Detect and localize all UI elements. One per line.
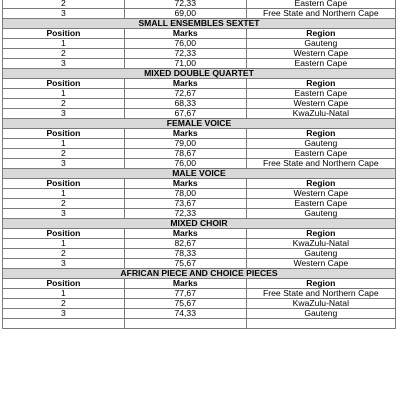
category-header-row [3, 169, 396, 179]
marks-cell: 72,33 [124, 0, 246, 9]
region-cell: KwaZulu-Natal [246, 299, 395, 309]
marks-cell: 69,00 [124, 9, 246, 19]
table-row [3, 239, 396, 249]
position-cell: 1 [3, 239, 125, 249]
table-row [3, 59, 396, 69]
column-header-region: Region [246, 179, 395, 189]
column-header-position: Position [3, 229, 125, 239]
position-cell: 1 [3, 289, 125, 299]
column-header-row [3, 279, 396, 289]
column-header-row [3, 79, 396, 89]
marks-cell: 72,67 [124, 89, 246, 99]
table-row [3, 99, 396, 109]
empty-cell [246, 319, 395, 329]
region-cell: Eastern Cape [246, 89, 395, 99]
table-row [3, 159, 396, 169]
position-cell: 3 [3, 159, 125, 169]
table-row [3, 39, 396, 49]
region-cell: Gauteng [246, 249, 395, 259]
position-cell: 1 [3, 89, 125, 99]
table-row [3, 9, 396, 19]
empty-row [3, 319, 396, 329]
position-cell: 3 [3, 309, 125, 319]
position-cell: 3 [3, 109, 125, 119]
position-cell: 2 [3, 99, 125, 109]
region-cell: Western Cape [246, 189, 395, 199]
category-header-row [3, 219, 396, 229]
column-header-marks: Marks [124, 129, 246, 139]
position-cell: 1 [3, 139, 125, 149]
marks-cell: 67,67 [124, 109, 246, 119]
table-row [3, 49, 396, 59]
marks-cell: 77,67 [124, 289, 246, 299]
region-cell: Western Cape [246, 99, 395, 109]
column-header-marks: Marks [124, 229, 246, 239]
table-row [3, 259, 396, 269]
region-cell: Free State and Northern Cape [246, 9, 395, 19]
column-header-row [3, 229, 396, 239]
column-header-row [3, 179, 396, 189]
category-title: MIXED CHOIR [3, 219, 396, 229]
position-cell: 3 [3, 59, 125, 69]
region-cell: Gauteng [246, 309, 395, 319]
table-row [3, 209, 396, 219]
column-header-marks: Marks [124, 179, 246, 189]
table-row [3, 109, 396, 119]
region-cell: KwaZulu-Natal [246, 109, 395, 119]
column-header-row [3, 129, 396, 139]
column-header-position: Position [3, 79, 125, 89]
marks-cell: 75,67 [124, 299, 246, 309]
region-cell: Free State and Northern Cape [246, 289, 395, 299]
marks-cell: 75,67 [124, 259, 246, 269]
marks-cell: 68,33 [124, 99, 246, 109]
marks-cell: 78,33 [124, 249, 246, 259]
column-header-marks: Marks [124, 29, 246, 39]
marks-cell: 73,67 [124, 199, 246, 209]
region-cell: Free State and Northern Cape [246, 159, 395, 169]
position-cell: 1 [3, 189, 125, 199]
column-header-position: Position [3, 129, 125, 139]
table-row [3, 0, 396, 9]
marks-cell: 76,00 [124, 159, 246, 169]
column-header-region: Region [246, 79, 395, 89]
position-cell: 2 [3, 249, 125, 259]
position-cell: 2 [3, 0, 125, 9]
category-title: SMALL ENSEMBLES SEXTET [3, 19, 396, 29]
position-cell: 2 [3, 299, 125, 309]
region-cell: Eastern Cape [246, 59, 395, 69]
marks-cell: 78,67 [124, 149, 246, 159]
table-row [3, 289, 396, 299]
table-row [3, 249, 396, 259]
region-cell: Gauteng [246, 139, 395, 149]
position-cell: 3 [3, 209, 125, 219]
region-cell: Western Cape [246, 49, 395, 59]
region-cell: Gauteng [246, 39, 395, 49]
results-table-body [3, 0, 396, 329]
category-header-row [3, 19, 396, 29]
marks-cell: 72,33 [124, 209, 246, 219]
column-header-marks: Marks [124, 279, 246, 289]
marks-cell: 79,00 [124, 139, 246, 149]
category-header-row [3, 119, 396, 129]
position-cell: 1 [3, 39, 125, 49]
column-header-marks: Marks [124, 79, 246, 89]
table-row [3, 149, 396, 159]
region-cell: Eastern Cape [246, 199, 395, 209]
region-cell: KwaZulu-Natal [246, 239, 395, 249]
position-cell: 2 [3, 49, 125, 59]
region-cell: Eastern Cape [246, 149, 395, 159]
table-row [3, 309, 396, 319]
position-cell: 2 [3, 149, 125, 159]
marks-cell: 74,33 [124, 309, 246, 319]
category-title: FEMALE VOICE [3, 119, 396, 129]
column-header-position: Position [3, 179, 125, 189]
empty-cell [124, 319, 246, 329]
region-cell: Western Cape [246, 259, 395, 269]
category-header-row [3, 69, 396, 79]
marks-cell: 72,33 [124, 49, 246, 59]
column-header-region: Region [246, 29, 395, 39]
marks-cell: 71,00 [124, 59, 246, 69]
position-cell: 3 [3, 9, 125, 19]
category-title: AFRICAN PIECE AND CHOICE PIECES [3, 269, 396, 279]
table-row [3, 89, 396, 99]
region-cell: Eastern Cape [246, 0, 395, 9]
position-cell: 2 [3, 199, 125, 209]
table-row [3, 199, 396, 209]
column-header-region: Region [246, 129, 395, 139]
column-header-position: Position [3, 29, 125, 39]
region-cell: Gauteng [246, 209, 395, 219]
category-title: MIXED DOUBLE QUARTET [3, 69, 396, 79]
table-row [3, 299, 396, 309]
position-cell: 3 [3, 259, 125, 269]
marks-cell: 76,00 [124, 39, 246, 49]
column-header-row [3, 29, 396, 39]
table-row [3, 139, 396, 149]
column-header-position: Position [3, 279, 125, 289]
marks-cell: 82,67 [124, 239, 246, 249]
results-table [2, 0, 396, 329]
column-header-region: Region [246, 229, 395, 239]
category-header-row [3, 269, 396, 279]
category-title: MALE VOICE [3, 169, 396, 179]
marks-cell: 78,00 [124, 189, 246, 199]
empty-cell [3, 319, 125, 329]
column-header-region: Region [246, 279, 395, 289]
table-row [3, 189, 396, 199]
